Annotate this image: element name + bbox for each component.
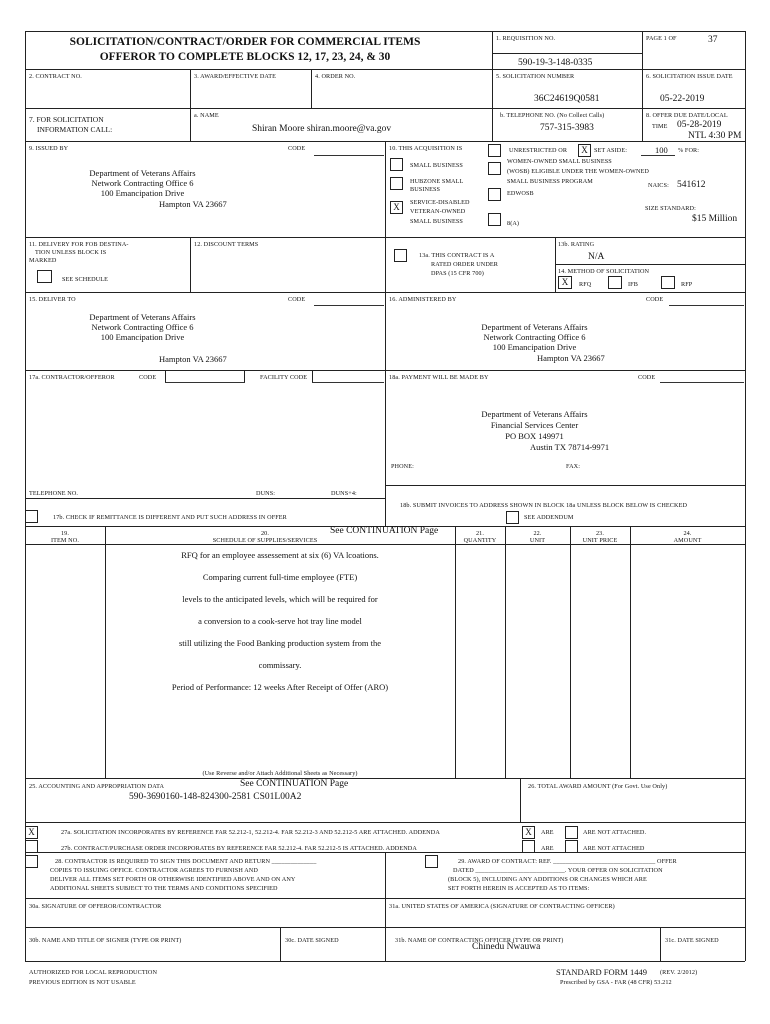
award-date-label: 3. AWARD/EFFECTIVE DATE bbox=[194, 73, 277, 80]
rated-order-label: 13a. THIS CONTRACT IS A bbox=[419, 252, 495, 259]
eight-a-checkbox[interactable] bbox=[488, 213, 501, 226]
issue-date-value: 05-22-2019 bbox=[660, 94, 705, 104]
ifb-label: IFB bbox=[628, 281, 638, 288]
addenda-are-label: ARE bbox=[541, 829, 554, 836]
naics-value: 541612 bbox=[677, 180, 706, 190]
payment-address-2: Financial Services Center bbox=[490, 420, 579, 430]
rule bbox=[25, 544, 745, 545]
payment-code-label: CODE bbox=[638, 374, 656, 381]
col-quantity-label: QUANTITY bbox=[463, 537, 497, 544]
rule-v bbox=[385, 141, 386, 526]
col-schedule-label: SCHEDULE OF SUPPLIES/SERVICES bbox=[212, 537, 318, 544]
ifb-checkbox[interactable] bbox=[608, 276, 622, 289]
accounting-label: 25. ACCOUNTING AND APPROPRIATION DATA bbox=[29, 783, 165, 790]
co-name-label: 31b. NAME OF CONTRACTING OFFICER (TYPE OR PRINT) bbox=[395, 937, 564, 944]
code-field-underline bbox=[660, 382, 744, 383]
block-29-line: (BLOCK 5), INCLUDING ANY ADDITIONS OR CHANGES WHICH ARE bbox=[448, 876, 647, 883]
schedule-line: commissary. bbox=[258, 660, 302, 670]
sdvosb-label: SERVICE-DISABLED bbox=[410, 199, 470, 206]
block-27a-text: 27a. SOLICITATION INCORPORATES BY REFERENCE FAR 52.212-1, 52.212-4. FAR 52.212-3 AND 52.212-5 ARE ATTACHED. ADDENDA bbox=[61, 829, 440, 836]
wosb-label-3: SMALL BUSINESS PROGRAM bbox=[507, 178, 593, 185]
addenda-b-are-checkbox[interactable] bbox=[522, 840, 535, 853]
unrestricted-label: UNRESTRICTED OR bbox=[509, 147, 568, 154]
issued-by-address-1: Department of Veterans Affairs bbox=[89, 168, 196, 178]
hubzone-label: HUBZONE SMALL bbox=[410, 178, 464, 185]
co-name-value: Chinedu Nwauwa bbox=[472, 942, 541, 952]
rated-order-label-3: DPAS (15 CFR 700) bbox=[431, 270, 484, 277]
rule bbox=[492, 53, 642, 54]
see-schedule-label: SEE SCHEDULE bbox=[62, 276, 109, 283]
rule-v bbox=[190, 237, 191, 292]
rule-v bbox=[505, 526, 506, 778]
name-label: a. NAME bbox=[194, 112, 219, 119]
col-schedule: 20. bbox=[260, 530, 270, 537]
rule-bottom bbox=[25, 961, 745, 962]
deliver-to-address-1: Department of Veterans Affairs bbox=[89, 312, 196, 322]
wosb-label: WOMEN-OWNED SMALL BUSINESS bbox=[507, 158, 612, 165]
rule-v bbox=[190, 108, 191, 141]
rule-v bbox=[630, 526, 631, 778]
percent-for-label: % FOR: bbox=[678, 147, 700, 154]
contractor-code-label: CODE bbox=[139, 374, 157, 381]
contractor-label: 17a. CONTRACTOR/OFFEROR bbox=[29, 374, 115, 381]
col-unit: 22. bbox=[533, 530, 542, 537]
contract-no-label: 2. CONTRACT NO. bbox=[29, 73, 82, 80]
rule-v bbox=[745, 31, 746, 961]
schedule-line: RFQ for an employee assessement at six (6) VA lcoations. bbox=[181, 550, 379, 560]
issued-by-code-label: CODE bbox=[288, 145, 306, 152]
page-total: 37 bbox=[708, 35, 718, 45]
issued-by-address-3: 100 Emancipation Drive bbox=[100, 188, 185, 198]
col-item-no-label: ITEM NO. bbox=[51, 537, 79, 544]
submit-invoices-label: 18b. SUBMIT INVOICES TO ADDRESS SHOWN IN BLOCK 18a UNLESS BLOCK BELOW IS CHECKED bbox=[400, 502, 688, 509]
footer-reproduction: AUTHORIZED FOR LOCAL REPRODUCTION bbox=[29, 969, 158, 976]
fax-label: FAX: bbox=[566, 463, 581, 470]
block-29-line: SET FORTH HEREIN IS ACCEPTED AS TO ITEMS: bbox=[448, 885, 590, 892]
block-29-line: 29. AWARD OF CONTRACT: REF. ________________________________ OFFER bbox=[458, 858, 677, 865]
see-addendum-checkbox[interactable] bbox=[506, 511, 519, 524]
rule-v bbox=[312, 370, 313, 382]
facility-code-underline bbox=[312, 382, 384, 383]
accounting-value: 590-3690160-148-824300-2581 CS01L00A2 bbox=[129, 792, 302, 802]
rule-v bbox=[520, 778, 521, 822]
deliver-to-code-label: CODE bbox=[288, 296, 306, 303]
percent-underline bbox=[641, 155, 675, 156]
payment-address-3: PO BOX 149971 bbox=[505, 431, 564, 441]
block-27a-checkbox[interactable]: X bbox=[25, 826, 38, 839]
addenda-b-not-attached-label: ARE NOT ATTACHED bbox=[583, 845, 645, 852]
sdvosb-label-3: SMALL BUSINESS bbox=[410, 218, 463, 225]
for-info-label: 7. FOR SOLICITATION bbox=[29, 115, 104, 124]
hubzone-checkbox[interactable] bbox=[390, 177, 403, 190]
sdvosb-checkbox[interactable]: X bbox=[390, 201, 403, 214]
issued-by-city: Hampton VA 23667 bbox=[159, 199, 227, 209]
rule-v bbox=[555, 237, 556, 292]
col-unit-price: 23. bbox=[595, 530, 605, 537]
payment-label: 18a. PAYMENT WILL BE MADE BY bbox=[389, 374, 489, 381]
administered-by-address-3: 100 Emancipation Drive bbox=[492, 342, 577, 352]
addenda-are-checkbox[interactable]: X bbox=[522, 826, 535, 839]
page-label: PAGE 1 OF bbox=[646, 35, 677, 42]
schedule-footnote: (Use Reverse and/or Attach Additional Sheets as Necessary) bbox=[202, 770, 358, 777]
form-subtitle: OFFEROR TO COMPLETE BLOCKS 12, 17, 23, 24, & 30 bbox=[99, 51, 391, 63]
solicitation-no-value: 36C24619Q0581 bbox=[534, 94, 600, 104]
co-signature-label: 31a. UNITED STATES OF AMERICA (SIGNATURE OF CONTRACTING OFFICER) bbox=[389, 903, 615, 910]
form-number: STANDARD FORM 1449 bbox=[556, 967, 647, 977]
footer-previous-edition: PREVIOUS EDITION IS NOT USABLE bbox=[29, 979, 136, 986]
rule-v bbox=[492, 31, 493, 108]
naics-label: NAICS: bbox=[648, 182, 669, 189]
administered-by-city: Hampton VA 23667 bbox=[537, 353, 605, 363]
offeror-signature-label: 30a. SIGNATURE OF OFFEROR/CONTRACTOR bbox=[29, 903, 162, 910]
rule bbox=[25, 498, 385, 499]
telephone-label: TELEPHONE NO. bbox=[29, 490, 79, 497]
size-standard-label: SIZE STANDARD: bbox=[645, 205, 696, 212]
rule bbox=[385, 485, 745, 486]
phone-label: PHONE: bbox=[391, 463, 414, 470]
rfq-label: RFQ bbox=[579, 281, 592, 288]
order-no-label: 4. ORDER NO. bbox=[315, 73, 356, 80]
block-29-line: DATED ____________________________. YOUR OFFER ON SOLICITATION bbox=[453, 867, 663, 874]
addenda-not-attached-label: ARE NOT ATTACHED. bbox=[583, 829, 647, 836]
telephone-label: b. TELEPHONE NO. (No Collect Calls) bbox=[500, 112, 605, 119]
schedule-line: levels to the anticipated levels, which will be required for bbox=[182, 594, 378, 604]
block-28-line: ADDITIONAL SHEETS SUBJECT TO THE TERMS AND CONDITIONS SPECIFIED bbox=[50, 885, 278, 892]
schedule-line: Comparing current full-time employee (FTE) bbox=[202, 572, 358, 582]
block-28-checkbox[interactable] bbox=[25, 855, 38, 868]
addenda-b-not-attached-checkbox[interactable] bbox=[565, 840, 578, 853]
eight-a-label: 8(A) bbox=[507, 220, 520, 227]
accounting-continuation: See CONTINUATION Page bbox=[240, 779, 349, 789]
schedule-continuation: See CONTINUATION Page bbox=[330, 526, 439, 536]
addenda-b-are-label: ARE bbox=[541, 845, 554, 852]
schedule-line: a conversion to a cook-serve hot tray line model bbox=[198, 616, 362, 626]
rule bbox=[25, 69, 745, 70]
block-28-line: 28. CONTRACTOR IS REQUIRED TO SIGN THIS DOCUMENT AND RETURN ______________ bbox=[55, 858, 317, 865]
addenda-not-attached-checkbox[interactable] bbox=[565, 826, 578, 839]
form-title: SOLICITATION/CONTRACT/ORDER FOR COMMERCIAL ITEMS bbox=[69, 36, 421, 48]
offer-due-date: 05-28-2019 bbox=[677, 120, 722, 130]
block-28-line: COPIES TO ISSUING OFFICE. CONTRACTOR AGREES TO FURNISH AND bbox=[50, 867, 258, 874]
rule-v bbox=[105, 526, 106, 778]
code-field-underline bbox=[669, 305, 744, 306]
issue-date-label: 6. SOLICITATION ISSUE DATE bbox=[646, 73, 733, 80]
rule-v bbox=[455, 526, 456, 778]
issued-by-address-2: Network Contracting Office 6 bbox=[91, 178, 194, 188]
col-unit-price-label: UNIT PRICE bbox=[582, 537, 618, 544]
wosb-label-2: (WOSB) ELIGIBLE UNDER THE WOMEN-OWNED bbox=[507, 168, 649, 175]
code-field-underline bbox=[314, 305, 384, 306]
unrestricted-checkbox[interactable] bbox=[488, 144, 501, 157]
duns-label: DUNS: bbox=[256, 490, 276, 497]
rule-v bbox=[660, 927, 661, 961]
form-revision: (REV. 2/2012) bbox=[660, 969, 698, 976]
rule bbox=[25, 822, 745, 823]
hubzone-label-2: BUSINESS bbox=[410, 186, 441, 193]
edwosb-checkbox[interactable] bbox=[488, 188, 501, 201]
block-28-line: DELIVER ALL ITEMS SET FORTH OR OTHERWISE IDENTIFIED ABOVE AND ON ANY bbox=[50, 876, 296, 883]
rule-v bbox=[311, 69, 312, 108]
rule-v bbox=[25, 31, 26, 961]
rule-v bbox=[280, 927, 281, 961]
col-unit-label: UNIT bbox=[529, 537, 546, 544]
small-business-label: SMALL BUSINESS bbox=[410, 162, 463, 169]
time-label: TIME bbox=[652, 123, 668, 130]
offer-due-label: 8. OFFER DUE DATE/LOCAL bbox=[646, 112, 728, 119]
delivery-label: 11. DELIVERY FOR FOB DESTINA- bbox=[29, 241, 129, 248]
remittance-label: 17b. CHECK IF REMITTANCE IS DIFFERENT AND PUT SUCH ADDRESS IN OFFER bbox=[53, 514, 287, 521]
set-aside-percent: 100 bbox=[655, 145, 668, 155]
delivery-label-2: TION UNLESS BLOCK IS bbox=[35, 249, 107, 256]
schedule-line: still utilizing the Food Banking production system from the bbox=[178, 638, 382, 648]
duns4-label: DUNS+4: bbox=[331, 490, 357, 497]
rule-top bbox=[25, 31, 745, 32]
delivery-label-3: MARKED bbox=[29, 257, 57, 264]
block-29-checkbox[interactable] bbox=[425, 855, 438, 868]
rated-order-checkbox[interactable] bbox=[394, 249, 407, 262]
requisition-value: 590-19-3-148-0335 bbox=[518, 58, 593, 68]
total-award-label: 26. TOTAL AWARD AMOUNT (For Govt. Use Only) bbox=[528, 783, 668, 790]
deliver-to-address-3: 100 Emancipation Drive bbox=[100, 332, 185, 342]
see-schedule-checkbox[interactable] bbox=[37, 270, 52, 283]
sdvosb-label-2: VETERAN-OWNED bbox=[410, 208, 466, 215]
rule-v bbox=[165, 370, 166, 382]
rfp-label: RFP bbox=[681, 281, 693, 288]
contact-name: Shiran Moore shiran.moore@va.gov bbox=[252, 124, 392, 134]
administered-by-label: 16. ADMINISTERED BY bbox=[389, 296, 457, 303]
deliver-to-address-2: Network Contracting Office 6 bbox=[91, 322, 194, 332]
rated-order-label-2: RATED ORDER UNDER bbox=[431, 261, 499, 268]
facility-code-label: FACILITY CODE bbox=[260, 374, 308, 381]
offer-due-time: NTL 4:30 PM bbox=[688, 131, 742, 141]
deliver-to-label: 15. DELIVER TO bbox=[29, 296, 76, 303]
col-quantity: 21. bbox=[475, 530, 485, 537]
administered-by-address-1: Department of Veterans Affairs bbox=[481, 322, 588, 332]
small-business-checkbox[interactable] bbox=[390, 158, 403, 171]
schedule-line: Period of Performance: 12 weeks After Receipt of Offer (ARO) bbox=[171, 682, 389, 692]
for-info-label-2: INFORMATION CALL: bbox=[37, 125, 113, 134]
administered-by-code-label: CODE bbox=[646, 296, 664, 303]
edwosb-label: EDWOSB bbox=[507, 190, 534, 197]
method-label: 14. METHOD OF SOLICITATION bbox=[558, 268, 650, 275]
see-addendum-label: SEE ADDENDUM bbox=[524, 514, 574, 521]
col-amount-label: AMOUNT bbox=[673, 537, 702, 544]
rule-v bbox=[570, 526, 571, 778]
rule bbox=[555, 264, 745, 265]
offeror-date-label: 30c. DATE SIGNED bbox=[285, 937, 339, 944]
payment-address-1: Department of Veterans Affairs bbox=[481, 409, 588, 419]
rule bbox=[25, 778, 745, 779]
col-item-no: 19. bbox=[60, 530, 70, 537]
signer-name-label: 30b. NAME AND TITLE OF SIGNER (TYPE OR PRINT) bbox=[29, 937, 182, 944]
telephone-value: 757-315-3983 bbox=[540, 123, 594, 133]
remittance-checkbox[interactable] bbox=[25, 510, 38, 523]
rating-label: 13b. RATING bbox=[558, 241, 595, 248]
requisition-label: 1. REQUISITION NO. bbox=[496, 35, 556, 42]
rating-value: N/A bbox=[588, 252, 605, 262]
rule-v bbox=[492, 108, 493, 141]
rule bbox=[25, 108, 745, 109]
acquisition-label: 10. THIS ACQUISITION IS bbox=[389, 145, 463, 152]
col-amount: 24. bbox=[683, 530, 692, 537]
set-aside-checkbox[interactable]: X bbox=[578, 144, 591, 157]
rule-v bbox=[244, 370, 245, 382]
rule-v bbox=[642, 31, 643, 141]
block-27b-text: 27b. CONTRACT/PURCHASE ORDER INCORPORATES BY REFERENCE FAR 52.212-4. FAR 52.212-5 IS ATTACHED. ADDENDA bbox=[61, 845, 417, 852]
rule-v bbox=[190, 69, 191, 108]
rule-v bbox=[385, 852, 386, 961]
rfq-checkbox[interactable]: X bbox=[558, 276, 572, 289]
form-prescribed: Prescribed by GSA - FAR (48 CFR) 53.212 bbox=[560, 979, 672, 986]
issued-by-label: 9. ISSUED BY bbox=[29, 145, 69, 152]
code-field-underline bbox=[165, 382, 245, 383]
payment-city: Austin TX 78714-9971 bbox=[530, 442, 610, 452]
wosb-checkbox[interactable] bbox=[488, 162, 501, 175]
size-standard-value: $15 Million bbox=[692, 214, 738, 224]
administered-by-address-2: Network Contracting Office 6 bbox=[483, 332, 586, 342]
co-date-label: 31c. DATE SIGNED bbox=[665, 937, 719, 944]
set-aside-label: SET ASIDE: bbox=[594, 147, 628, 154]
solicitation-no-label: 5. SOLICITATION NUMBER bbox=[496, 73, 575, 80]
discount-terms-label: 12. DISCOUNT TERMS bbox=[194, 241, 259, 248]
deliver-to-city: Hampton VA 23667 bbox=[159, 354, 227, 364]
code-field-underline bbox=[314, 155, 384, 156]
rfp-checkbox[interactable] bbox=[661, 276, 675, 289]
block-27b-checkbox[interactable] bbox=[25, 840, 38, 853]
